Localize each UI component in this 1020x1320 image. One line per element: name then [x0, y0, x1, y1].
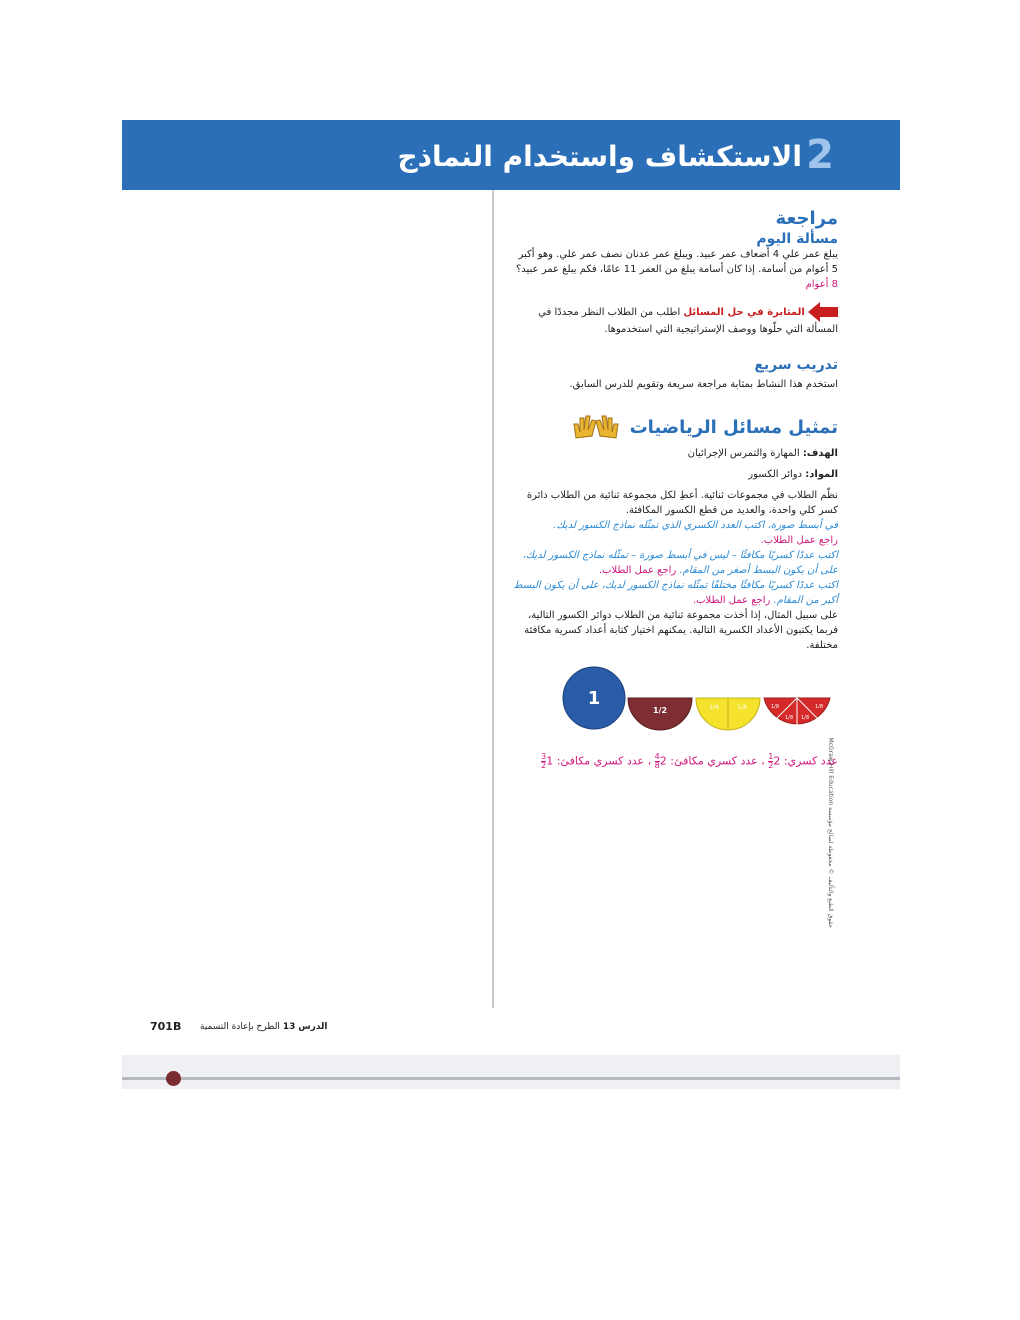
quarter-label-1: 1/4	[709, 704, 719, 711]
footer-band-dot	[166, 1071, 181, 1086]
whole-label: 1	[587, 688, 601, 709]
review-heading: مراجعة	[775, 208, 838, 229]
footer-band	[122, 1055, 900, 1089]
eighth-pieces	[764, 698, 830, 732]
problem-text: يبلغ عمر علي 4 أضعاف عمر عبيد. ويبلغ عمر عدنان نصف عمر علي. وهو أكبر 5 أعوام من أسامة. إذا كان أسامة يبلغ من العمر 11 عامًا، فكم يبلغ عمر عبيد؟ 8 أعوام	[515, 249, 838, 290]
eighth-label-3: 1/8	[800, 715, 810, 721]
copyright-credit: حقوق الطبع والتأليف © محفوظة لصالح مؤسسة McGraw-Hill Education	[827, 737, 834, 928]
activity-intro: نظّم الطلاب في مجموعات ثنائية. أعطِ لكل مجموعة ثنائية من الطلاب دائرة كسر كلي واحدة، والعديد من قطع الكسور المكافئة.	[526, 490, 838, 516]
fraction-circles	[512, 665, 838, 745]
strategy-arrow-icon	[808, 302, 838, 322]
quick-heading: تدريب سريع	[754, 357, 838, 373]
goal-label: الهدف:	[802, 448, 838, 459]
whole-circle	[563, 667, 625, 729]
column-divider	[492, 190, 494, 1008]
activity-step-1-answer: راجع عمل الطلاب.	[760, 535, 838, 546]
activity-heading-row	[512, 412, 838, 442]
problem-heading: مسألة اليوم	[756, 231, 838, 247]
problem-answer: 8 أعوام	[805, 279, 838, 290]
strategy-note	[512, 302, 838, 337]
materials-label: المواد:	[805, 469, 838, 480]
section-number: 2	[806, 132, 834, 178]
eighth-label-2: 1/8	[784, 715, 794, 721]
strategy-text: اطلب من الطلاب النظر مجددًا في المسألة التي حلّوها ووصف الإستراتيجية التي استخدموها.	[538, 307, 838, 335]
activity-step-1: في أبسط صورة، اكتب العدد الكسري الذي تمثّله نماذج الكسور لديك.	[553, 520, 838, 531]
half-label: 1/2	[652, 706, 668, 715]
page-number: 701B	[150, 1020, 182, 1033]
activity-step-3-row: اكتب عددًا كسريًا مكافئًا مختلفًا تمثّله نماذج الكسور لديك، على أن يكون البسط أكبر من المقام. راجع عمل الطلاب.	[513, 580, 838, 606]
quarter-label-2: 1/4	[737, 704, 747, 711]
main-column	[512, 208, 838, 770]
fraction-answers: عدد كسري: 2 $\frac{1}{2}$ ، عدد كسري مكافئ: 2 $\frac{4}{8}$ ، عدد كسري مكافئ: 1 $\frac{3}{2}$	[541, 752, 838, 770]
strategy-label: المثابرة في حل المسائل	[683, 307, 805, 318]
quarter-pieces	[696, 698, 760, 730]
lesson-header	[122, 120, 900, 190]
section-title: الاستكشاف واستخدام النماذج	[397, 140, 802, 173]
footer-lesson: الدرس 13 الطرح بإعادة التسمية	[200, 1022, 328, 1032]
materials-text: دوائر الكسور	[748, 469, 803, 480]
footer-band-line	[122, 1077, 900, 1080]
goal-text: المهارة والتمرس الإجرائيان	[687, 448, 800, 459]
quick-text: استخدم هذا النشاط بمثابة مراجعة سريعة وتقويم للدرس السابق.	[569, 379, 838, 390]
hands-icon	[570, 412, 622, 442]
half-circle	[628, 698, 692, 730]
eighth-label-4: 1/8	[814, 704, 824, 710]
activity-heading: تمثيل مسائل الرياضيات	[629, 416, 838, 438]
eighth-label-1: 1/8	[770, 704, 780, 710]
activity-example: على سبيل المثال، إذا أخذت مجموعة ثنائية من الطلاب دوائر الكسور التالية، فربما يكتبون الأعداد الكسرية التالية. يمكنهم اختيار كتابة أعداد كسرية مكافئة مختلفة.	[524, 610, 838, 651]
activity-step-2-row: اكتب عددًا كسريًا مكافئًا – ليس في أبسط صورة – تمثّله نماذج الكسور لديك، على أن يكون البسط أصغر من المقام. راجع عمل الطلاب.	[522, 550, 838, 576]
